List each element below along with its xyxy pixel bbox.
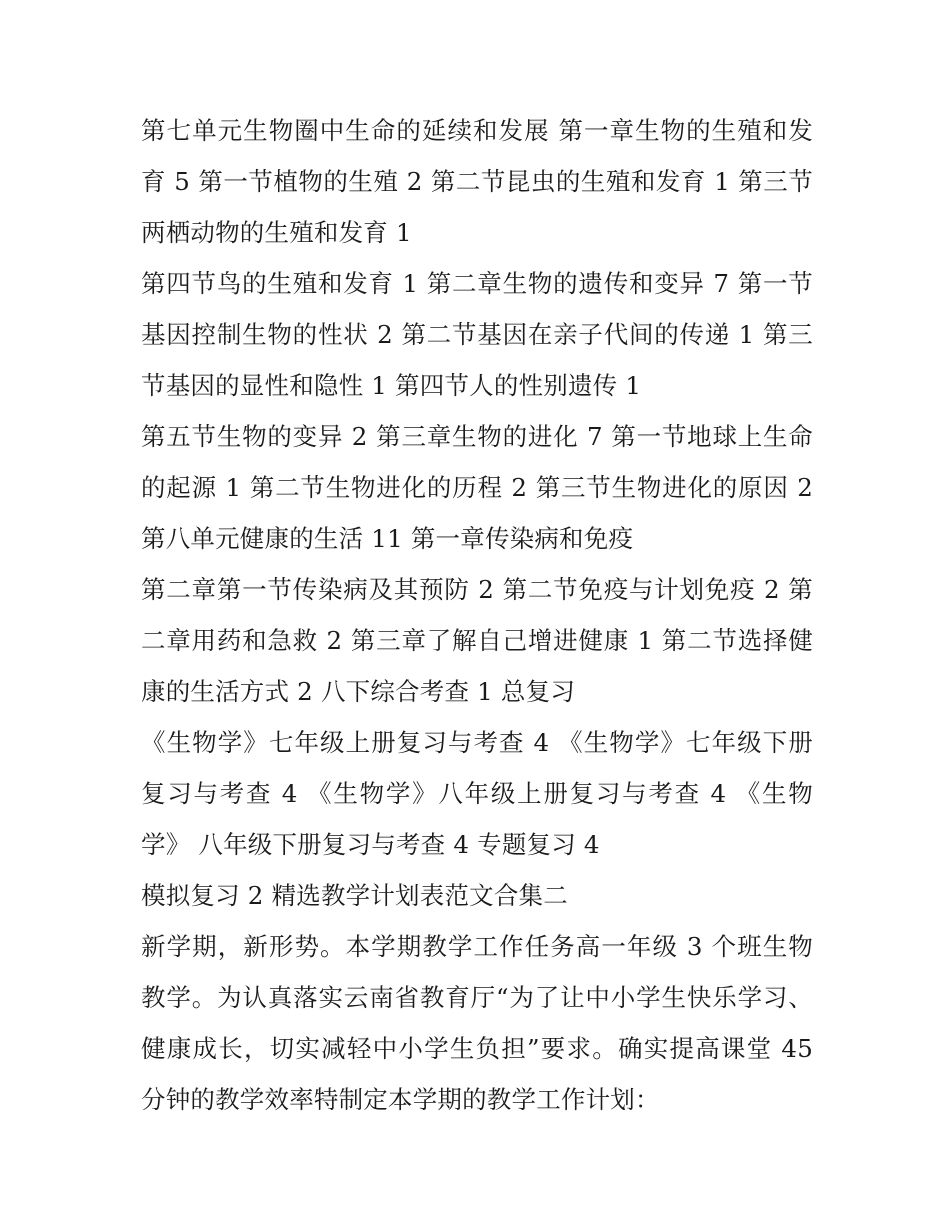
- paragraph: 第四节鸟的生殖和发育 1 第二章生物的遗传和变异 7 第一节基因控制生物的性状 2 第二节基因在亲子代间的传递 1 第三节基因的显性和隐性 1 第四节人的性别遗传 1: [141, 269, 813, 400]
- paragraph: 第五节生物的变异 2 第三章生物的进化 7 第一节地球上生命的起源 1 第二节生物进化的历程 2 第三节生物进化的原因 2 第八单元健康的生活 11 第一章传染病和免疫: [141, 422, 813, 553]
- paragraph: 《生物学》七年级上册复习与考查 4 《生物学》七年级下册复习与考查 4 《生物学》八年级上册复习与考查 4 《生物学》 八年级下册复习与考查 4 专题复习 4: [141, 728, 813, 859]
- document-body: [141, 105, 813, 1125]
- paragraph: 第二章第一节传染病及其预防 2 第二节免疫与计划免疫 2 第二章用药和急救 2 第三章了解自己增进健康 1 第二节选择健康的生活方式 2 八下综合考查 1 总复习: [141, 575, 813, 706]
- paragraph: 新学期，新形势。本学期教学工作任务高一年级 3 个班生物教学。为认真落实云南省教育厅“为了让中小学生快乐学习、健康成长，切实减轻中小学生负担”要求。确实提高课堂 45 分钟的教学效率特制定本学期的教学工作计划：: [141, 932, 813, 1114]
- paragraph: 模拟复习 2 精选教学计划表范文合集二: [141, 881, 568, 910]
- paragraph: 第七单元生物圈中生命的延续和发展 第一章生物的生殖和发育 5 第一节植物的生殖 2 第二节昆虫的生殖和发育 1 第三节两栖动物的生殖和发育 1: [141, 116, 813, 247]
